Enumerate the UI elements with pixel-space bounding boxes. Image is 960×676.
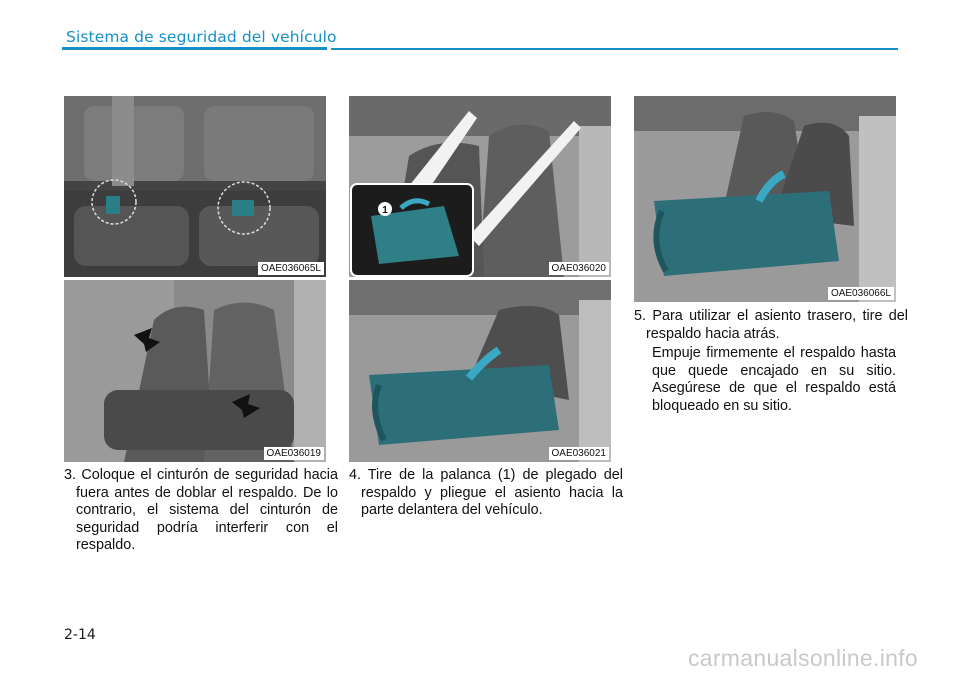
step-5-text: 5. Para utilizar el asiento trasero, tire del respaldo hacia atrás. <box>634 308 908 342</box>
figure-code: OAE036021 <box>549 447 610 460</box>
seat-photo-illustration <box>64 280 326 462</box>
figure-folding-lever <box>349 96 611 277</box>
step-3-text: 3. Coloque el cinturón de seguridad hacia fuera antes de doblar el respaldo. De lo contrario, el sistema del cinturón de seguridad podría interferir con el respaldo. <box>64 467 338 554</box>
figure-seat-folded <box>349 280 611 462</box>
seat-photo-illustration <box>64 96 326 277</box>
section-title: Sistema de seguridad del vehículo <box>66 28 337 46</box>
callout-number: 1 <box>382 205 388 216</box>
header-rule-bold <box>62 47 327 50</box>
seat-photo-illustration <box>349 280 611 462</box>
step-5-note: Empuje firmemente el respaldo hasta que quede encajado en su sitio. Asegúrese de que el respaldo está bloqueado en su sitio. <box>652 345 896 414</box>
seat-photo-illustration <box>349 96 611 277</box>
figure-seat-return <box>634 96 896 302</box>
header-rule-thin <box>331 48 898 50</box>
figure-code: OAE036020 <box>549 262 610 275</box>
figure-code: OAE036019 <box>264 447 325 460</box>
figure-seatbelt-guides <box>64 96 326 277</box>
figure-rear-seat-arrows <box>64 280 326 462</box>
figure-code: OAE036065L <box>258 262 324 275</box>
seat-photo-illustration <box>634 96 896 302</box>
figure-code: OAE036066L <box>828 287 894 300</box>
step-4-text: 4. Tire de la palanca (1) de plegado del respaldo y pliegue el asiento hacia la parte delantera del vehículo. <box>349 467 623 519</box>
watermark-text: carmanualsonline.info <box>687 645 918 671</box>
page-number: 2-14 <box>64 627 96 643</box>
